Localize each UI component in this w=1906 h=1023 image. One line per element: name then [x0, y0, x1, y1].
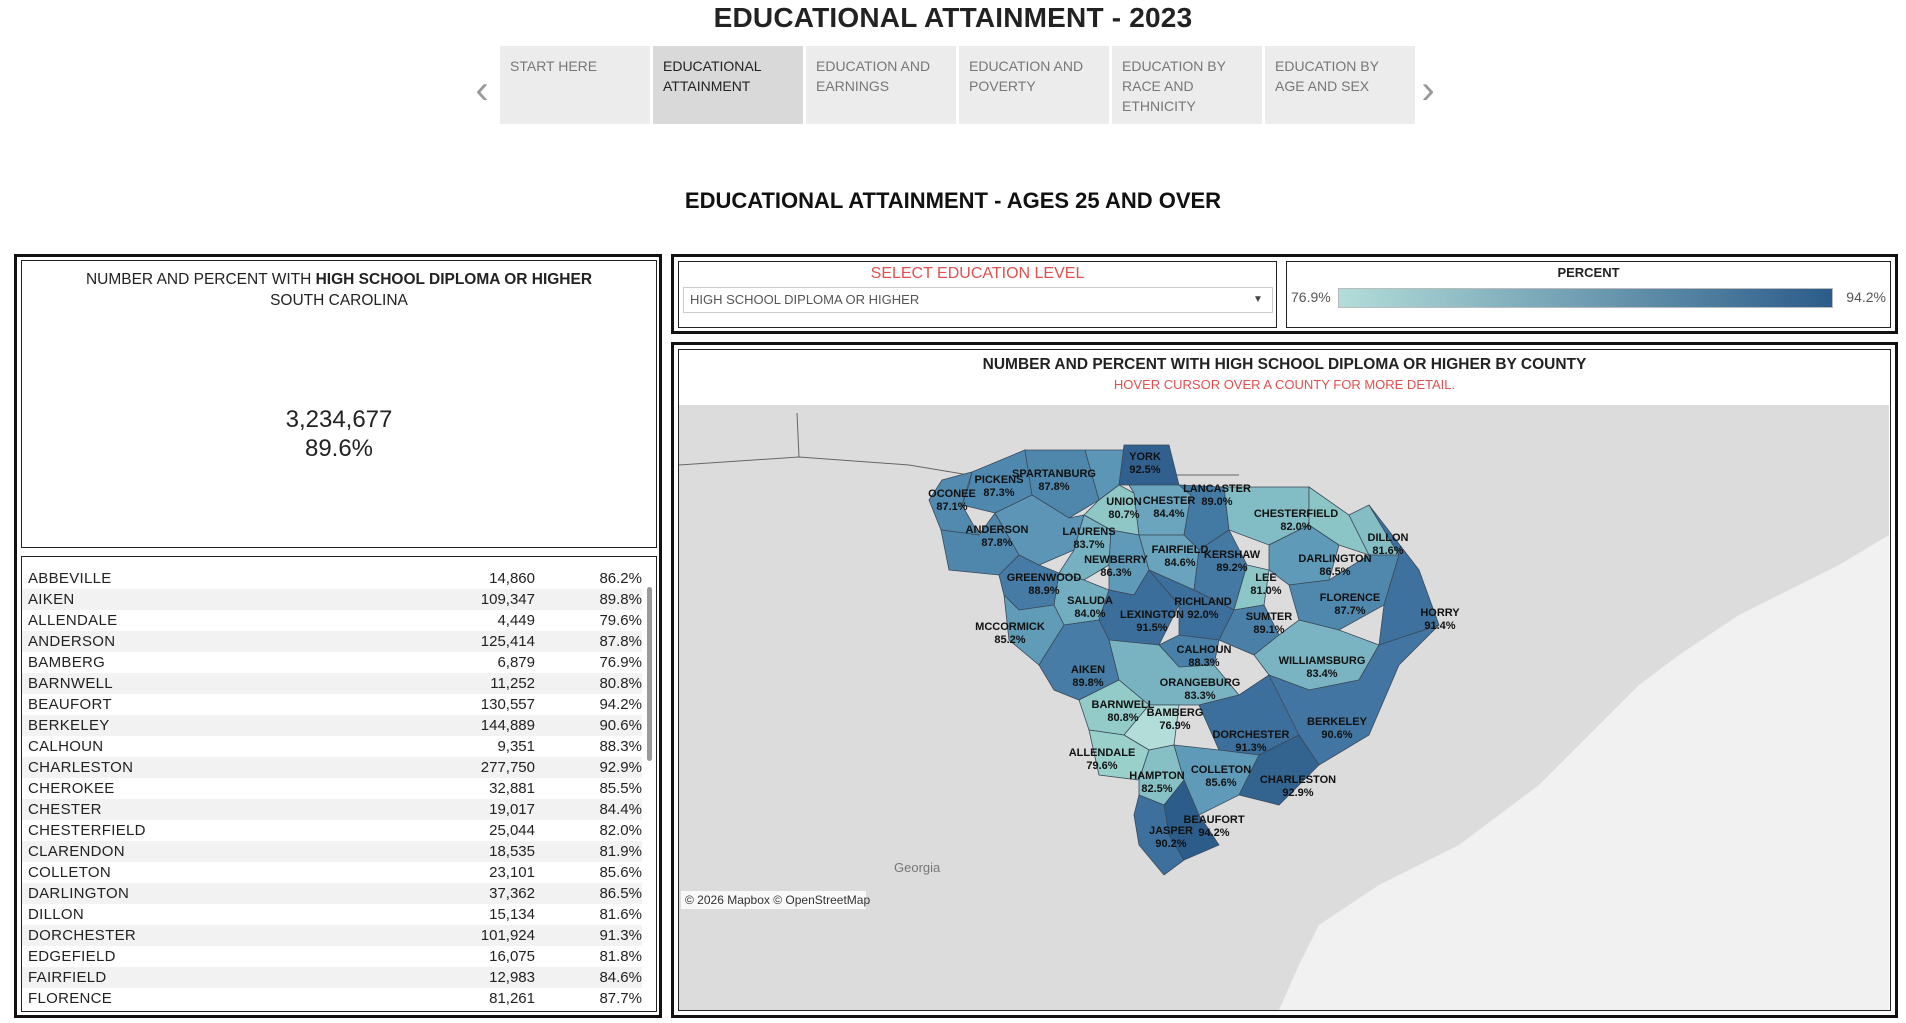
table-row[interactable]	[22, 673, 642, 694]
county-label-name: OCONEE	[928, 488, 976, 500]
table-row[interactable]	[22, 904, 642, 925]
county-label-percent: 81.6%	[1372, 545, 1404, 557]
county-label-name: KERSHAW	[1203, 549, 1261, 561]
county-label-name: COLLETON	[1190, 764, 1252, 776]
county-label-percent: 91.3%	[1235, 742, 1267, 754]
county-percent: 79.6%	[599, 612, 642, 629]
county-label-name: CHARLESTON	[1259, 774, 1337, 786]
county-count: 125,414	[480, 633, 535, 650]
county-count: 18,535	[489, 843, 535, 860]
county-name: ALLENDALE	[28, 612, 118, 629]
table-row[interactable]	[22, 967, 642, 988]
county-percent: 86.5%	[599, 885, 642, 902]
education-level-filter	[678, 261, 1277, 328]
county-name: DILLON	[28, 906, 84, 923]
county-name: CHESTER	[28, 801, 102, 818]
tab-education-and-earnings[interactable]: EDUCATION AND EARNINGS	[806, 46, 956, 124]
county-label-name: FAIRFIELD	[1151, 544, 1209, 556]
tab-start-here[interactable]: START HERE	[500, 46, 650, 124]
table-row[interactable]	[22, 778, 642, 799]
chevron-right-icon[interactable]: ›	[1421, 68, 1435, 112]
summary-title	[22, 269, 656, 311]
county-name: DORCHESTER	[28, 927, 137, 944]
county-name: CHESTERFIELD	[28, 822, 146, 839]
map-subtitle: HOVER CURSOR OVER A COUNTY FOR MORE DETAIL.	[1113, 377, 1456, 392]
county-label-percent: 83.7%	[1073, 539, 1105, 551]
table-row[interactable]	[22, 925, 642, 946]
county-count: 19,017	[489, 801, 535, 818]
table-row[interactable]	[22, 799, 642, 820]
summary-title-prefix: NUMBER AND PERCENT WITH	[85, 271, 316, 288]
summary-title-level: HIGH SCHOOL DIPLOMA OR HIGHER	[315, 271, 593, 288]
county-percent: 84.6%	[599, 969, 642, 986]
county-label-name: YORK	[1129, 451, 1161, 463]
table-row[interactable]	[22, 883, 642, 904]
county-name: ANDERSON	[28, 633, 116, 650]
county-count: 16,075	[489, 948, 535, 965]
county-label-name: LEE	[1255, 572, 1277, 584]
table-row[interactable]	[22, 862, 642, 883]
county-percent: 80.8%	[599, 675, 642, 692]
county-count: 109,347	[480, 591, 535, 608]
map-title: NUMBER AND PERCENT WITH HIGH SCHOOL DIPLOMA OR HIGHER BY COUNTY	[982, 356, 1587, 373]
county-count: 4,449	[497, 612, 535, 629]
tab-education-and-poverty[interactable]: EDUCATION AND POVERTY	[959, 46, 1109, 124]
table-row[interactable]	[22, 820, 642, 841]
county-label-name: ANDERSON	[965, 524, 1029, 536]
county-name: BERKELEY	[28, 717, 110, 734]
summary-percent: 89.6%	[304, 435, 374, 462]
county-label-percent: 83.4%	[1306, 668, 1338, 680]
county-name: EDGEFIELD	[28, 948, 116, 965]
map-attribution[interactable]: © 2026 Mapbox © OpenStreetMap	[685, 893, 871, 907]
county-label-name: BAMBERG	[1146, 707, 1204, 719]
county-label-percent: 82.5%	[1141, 783, 1173, 795]
county-count: 32,881	[489, 780, 535, 797]
county-label-name: SUMTER	[1245, 611, 1293, 623]
county-name: FAIRFIELD	[28, 969, 107, 986]
county-name: CHEROKEE	[28, 780, 115, 797]
county-label-name: CHESTER	[1142, 495, 1196, 507]
county-label-percent: 87.8%	[981, 537, 1013, 549]
county-label-name: MCCORMICK	[975, 621, 1045, 633]
county-count: 12,983	[489, 969, 535, 986]
county-label-percent: 91.5%	[1136, 622, 1168, 634]
county-label-percent: 92.0%	[1187, 609, 1219, 621]
county-label-percent: 94.2%	[1198, 827, 1230, 839]
county-percent: 76.9%	[599, 654, 642, 671]
county-label-name: BERKELEY	[1307, 716, 1367, 728]
county-label-percent: 91.4%	[1424, 620, 1456, 632]
county-label-name: SALUDA	[1067, 595, 1113, 607]
county-percent: 84.4%	[599, 801, 642, 818]
county-name: BARNWELL	[28, 675, 113, 692]
table-row[interactable]	[22, 757, 642, 778]
county-label-percent: 92.5%	[1129, 464, 1161, 476]
state-summary-panel	[21, 260, 657, 548]
county-percent: 81.8%	[599, 948, 642, 965]
page-title: EDUCATIONAL ATTAINMENT - 2023	[713, 2, 1193, 33]
table-row[interactable]	[22, 715, 642, 736]
county-label-percent: 89.8%	[1072, 677, 1104, 689]
county-label-name: AIKEN	[1070, 664, 1106, 676]
county-percent: 91.3%	[599, 927, 642, 944]
table-row[interactable]	[22, 946, 642, 967]
table-row[interactable]	[22, 568, 642, 589]
county-label-name: FLORENCE	[1319, 592, 1381, 604]
county-count: 144,889	[480, 717, 535, 734]
county-label-percent: 87.8%	[1038, 481, 1070, 493]
county-label-percent: 87.3%	[983, 487, 1015, 499]
tab-education-by-race-and-ethnicity[interactable]: EDUCATION BY RACE AND ETHNICITY	[1112, 46, 1262, 124]
county-label-name: GREENWOOD	[1006, 572, 1082, 584]
county-label-percent: 83.3%	[1184, 690, 1216, 702]
county-table[interactable]	[21, 556, 657, 1012]
county-label-percent: 87.7%	[1334, 605, 1366, 617]
chevron-down-icon[interactable]: ▼	[1253, 294, 1263, 305]
county-label-percent: 85.6%	[1205, 777, 1237, 789]
county-percent: 88.3%	[599, 738, 642, 755]
table-row[interactable]	[22, 694, 642, 715]
county-count: 15,134	[489, 906, 535, 923]
county-name: AIKEN	[28, 591, 75, 608]
county-label-percent: 79.6%	[1086, 760, 1118, 772]
education-level-select[interactable]	[683, 287, 1273, 313]
tab-educational-attainment[interactable]: EDUCATIONAL ATTAINMENT	[653, 46, 803, 124]
county-label-name: HAMPTON	[1129, 770, 1185, 782]
county-count: 37,362	[489, 885, 535, 902]
county-label-name: LEXINGTON	[1120, 609, 1184, 621]
county-label-percent: 84.6%	[1164, 557, 1196, 569]
county-label-name: BEAUFORT	[1183, 814, 1245, 826]
county-count: 25,044	[489, 822, 535, 839]
county-label-name: WILLIAMSBURG	[1278, 655, 1366, 667]
county-name: CHARLESTON	[28, 759, 134, 776]
county-count: 130,557	[480, 696, 535, 713]
county-label-percent: 88.9%	[1028, 585, 1060, 597]
legend-title: PERCENT	[1557, 265, 1620, 280]
table-row[interactable]	[22, 652, 642, 673]
legend-min-label: 76.9%	[1291, 289, 1331, 305]
legend-color-ramp	[1338, 288, 1833, 308]
tab-education-by-age-and-sex[interactable]: EDUCATION BY AGE AND SEX	[1265, 46, 1415, 124]
chevron-left-icon[interactable]: ‹	[475, 68, 489, 112]
county-label-percent: 86.5%	[1319, 566, 1351, 578]
county-label-percent: 84.0%	[1074, 608, 1106, 620]
county-label-percent: 85.2%	[994, 634, 1026, 646]
county-label-percent: 76.9%	[1159, 720, 1191, 732]
county-label-name: CALHOUN	[1176, 644, 1232, 656]
county-percent: 92.9%	[599, 759, 642, 776]
county-label-name: PICKENS	[974, 474, 1024, 486]
county-label-percent: 90.2%	[1155, 838, 1187, 850]
county-percent: 82.0%	[599, 822, 642, 839]
county-label-percent: 81.0%	[1250, 585, 1282, 597]
county-label-percent: 84.4%	[1153, 508, 1185, 520]
county-label-percent: 88.3%	[1188, 657, 1220, 669]
table-row[interactable]	[22, 631, 642, 652]
summary-subtitle: SOUTH CAROLINA	[270, 292, 408, 309]
county-name: ABBEVILLE	[28, 570, 112, 587]
county-count: 14,860	[489, 570, 535, 587]
county-percent: 85.6%	[599, 864, 642, 881]
county-label-percent: 87.1%	[936, 501, 968, 513]
county-label-name: UNION	[1106, 496, 1142, 508]
county-label-percent: 82.0%	[1280, 521, 1312, 533]
county-count: 6,879	[497, 654, 535, 671]
percent-legend	[1286, 261, 1891, 328]
county-label-percent: 90.6%	[1321, 729, 1353, 741]
table-row[interactable]	[22, 589, 642, 610]
county-percent: 81.6%	[599, 906, 642, 923]
county-name: COLLETON	[28, 864, 111, 881]
county-name: FLORENCE	[28, 990, 113, 1007]
county-label-name: RICHLAND	[1174, 596, 1232, 608]
county-map[interactable]	[679, 405, 1889, 1010]
county-map-panel	[678, 349, 1891, 1011]
county-percent: 89.8%	[599, 591, 642, 608]
county-name: BAMBERG	[28, 654, 106, 671]
table-row[interactable]	[22, 988, 642, 1009]
county-label-name: NEWBERRY	[1084, 554, 1148, 566]
summary-number: 3,234,677	[285, 406, 393, 433]
county-label-percent: 80.8%	[1107, 712, 1139, 724]
table-row[interactable]	[22, 610, 642, 631]
county-label-percent: 89.2%	[1216, 562, 1248, 574]
county-percent: 87.7%	[599, 990, 642, 1007]
county-percent: 86.2%	[599, 570, 642, 587]
table-row[interactable]	[22, 736, 642, 757]
filter-label: SELECT EDUCATION LEVEL	[870, 265, 1085, 282]
county-count: 9,351	[497, 738, 535, 755]
county-label-percent: 86.3%	[1100, 567, 1132, 579]
county-label-name: BARNWELL	[1091, 699, 1155, 711]
county-percent: 87.8%	[599, 633, 642, 650]
county-label-name: CHESTERFIELD	[1253, 508, 1339, 520]
county-label-name: JASPER	[1148, 825, 1194, 837]
county-label-name: ALLENDALE	[1068, 747, 1136, 759]
county-percent: 94.2%	[599, 696, 642, 713]
county-label-percent: 92.9%	[1282, 787, 1314, 799]
county-percent: 90.6%	[599, 717, 642, 734]
table-row[interactable]	[22, 841, 642, 862]
county-label-name: LAURENS	[1062, 526, 1116, 538]
county-count: 81,261	[489, 990, 535, 1007]
summary-values	[22, 405, 656, 463]
county-label-name: DARLINGTON	[1298, 553, 1372, 565]
county-label-name: DILLON	[1367, 532, 1409, 544]
county-name: CLARENDON	[28, 843, 125, 860]
county-label-name: HORRY	[1420, 607, 1460, 619]
county-label-name: SPARTANBURG	[1012, 468, 1096, 480]
county-label-percent: 89.0%	[1201, 496, 1233, 508]
county-name: DARLINGTON	[28, 885, 130, 902]
county-label-percent: 89.1%	[1253, 624, 1285, 636]
county-label-percent: 80.7%	[1108, 509, 1140, 521]
county-name: BEAUFORT	[28, 696, 112, 713]
education-level-selected: HIGH SCHOOL DIPLOMA OR HIGHER	[690, 292, 920, 307]
map-label-georgia: Georgia	[894, 860, 941, 875]
county-count: 11,252	[490, 675, 535, 692]
county-percent: 85.5%	[599, 780, 642, 797]
county-percent: 81.9%	[599, 843, 642, 860]
county-count: 23,101	[489, 864, 535, 881]
county-label-name: DORCHESTER	[1212, 729, 1290, 741]
county-count: 277,750	[480, 759, 535, 776]
county-label-name: LANCASTER	[1183, 483, 1251, 495]
legend-max-label: 94.2%	[1846, 289, 1886, 305]
county-label-name: ORANGEBURG	[1159, 677, 1241, 689]
table-scrollbar[interactable]	[647, 587, 652, 761]
county-count: 101,924	[480, 927, 535, 944]
section-title: EDUCATIONAL ATTAINMENT - AGES 25 AND OVER	[684, 188, 1222, 213]
county-name: CALHOUN	[28, 738, 104, 755]
